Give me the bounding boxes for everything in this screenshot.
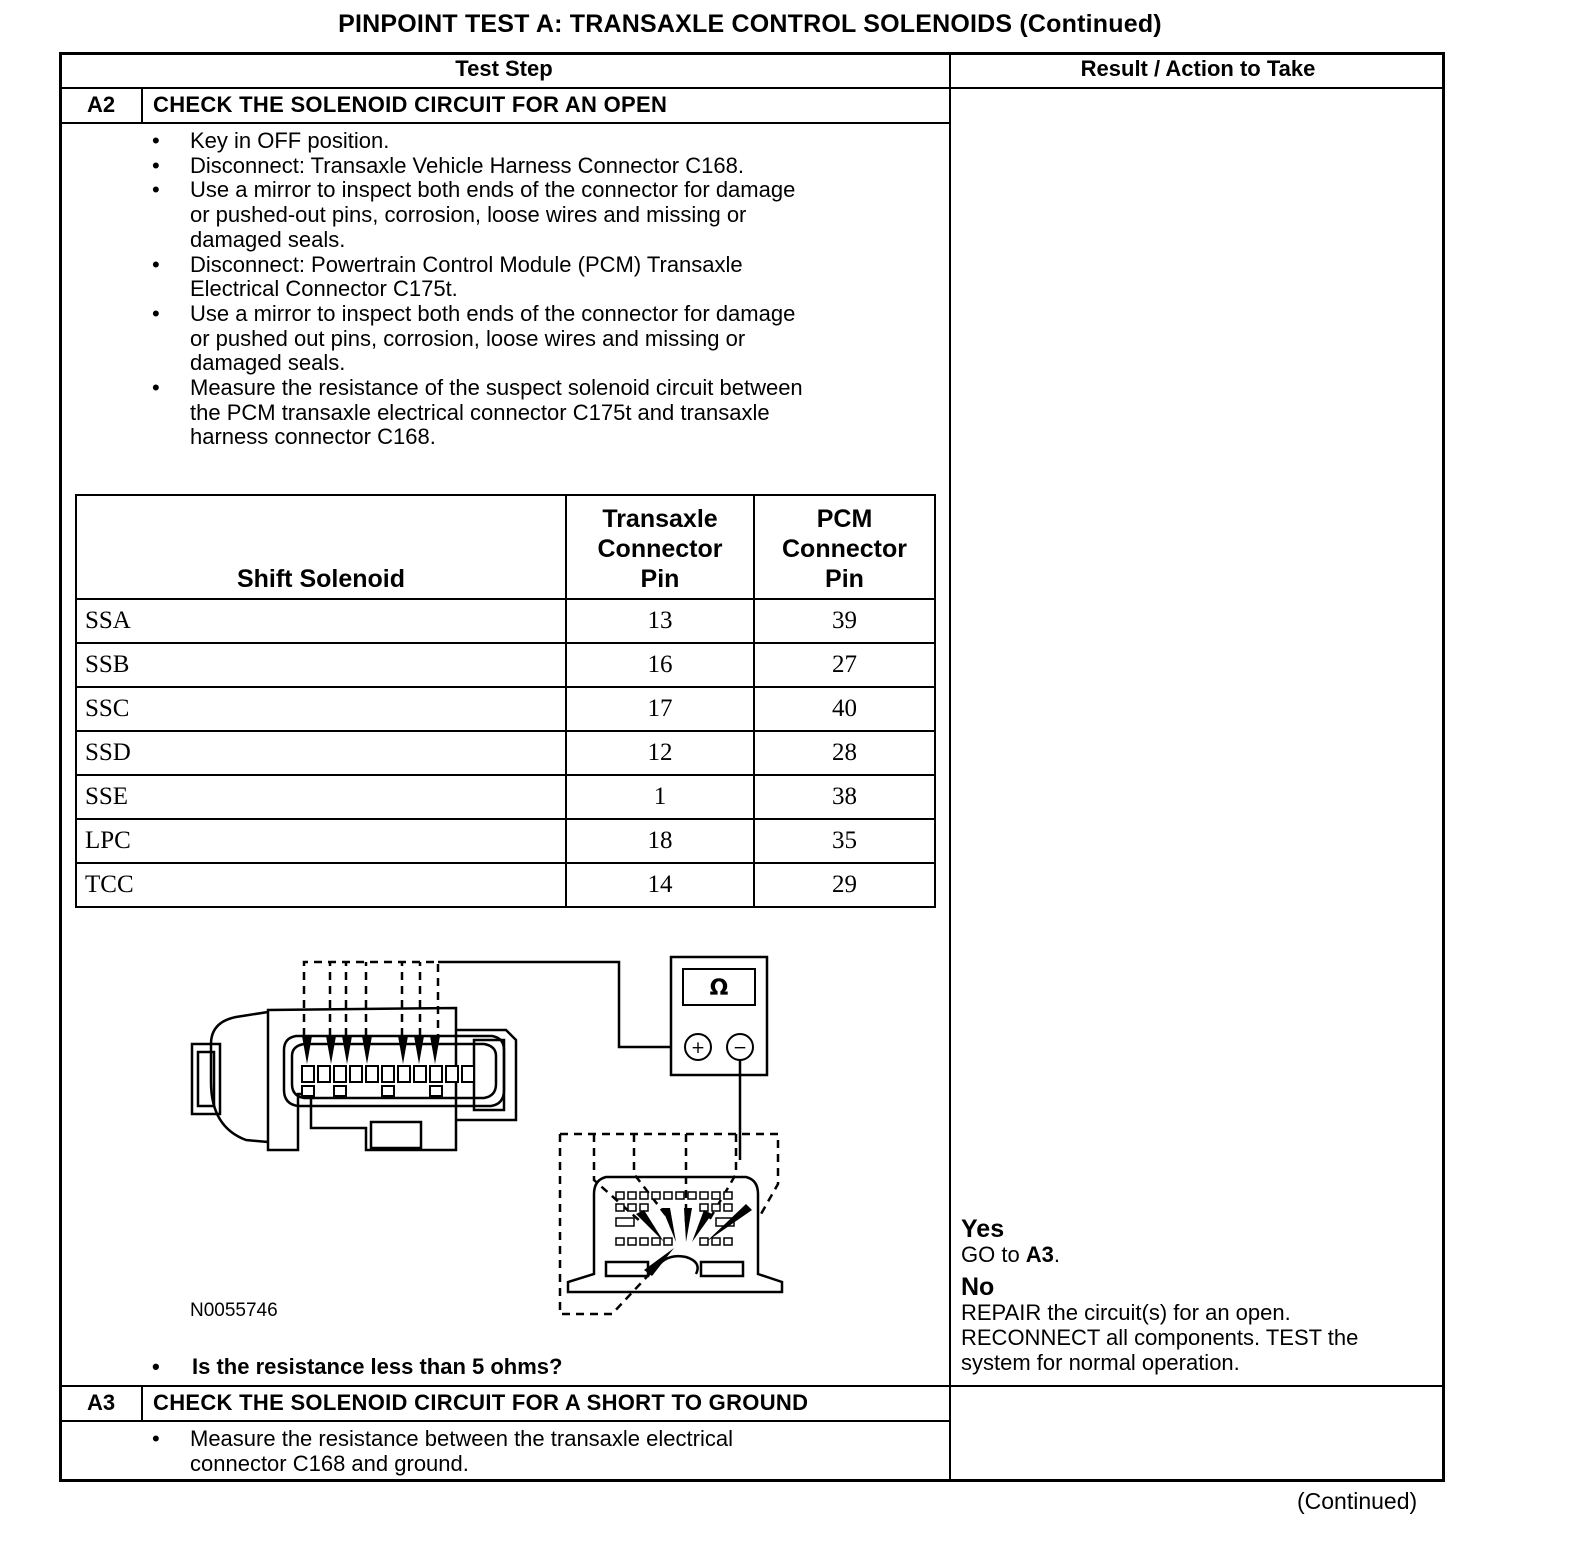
step-title-a3: CHECK THE SOLENOID CIRCUIT FOR A SHORT TO GROUND bbox=[153, 1390, 809, 1415]
probe-tips bbox=[302, 1036, 440, 1064]
table-row: TCC 14 29 bbox=[76, 863, 935, 907]
table-row: LPC 18 35 bbox=[76, 819, 935, 863]
a2-question: • Is the resistance less than 5 ohms? bbox=[152, 1354, 563, 1379]
step-id-divider bbox=[141, 1386, 143, 1421]
page-title: PINPOINT TEST A: TRANSAXLE CONTROL SOLENOIDS (Continued) bbox=[338, 10, 1162, 38]
table-row: SSB 16 27 bbox=[76, 643, 935, 687]
test-step-header: Test Step bbox=[455, 56, 553, 81]
transaxle-leads bbox=[304, 962, 438, 1036]
yes-action: GO to A3. bbox=[961, 1242, 1061, 1267]
pcm-connector-body bbox=[568, 1177, 782, 1292]
a2-end-rule bbox=[59, 1385, 1445, 1387]
connector-diagram bbox=[186, 952, 786, 1322]
list-item: • Use a mirror to inspect both ends of the connector for damage or pushed out pins, corrosion, loose wires and missing or damaged seals. bbox=[150, 302, 910, 376]
list-item: • Measure the resistance between the transaxle electrical connector C168 and ground. bbox=[150, 1427, 910, 1476]
header-rule bbox=[59, 87, 1445, 89]
minus-symbol: − bbox=[732, 1038, 748, 1058]
step-id-a3: A3 bbox=[86, 1390, 116, 1415]
plus-symbol: + bbox=[690, 1038, 706, 1058]
transaxle-pins bbox=[302, 1066, 474, 1096]
pin-table bbox=[75, 494, 936, 908]
a2-title-rule bbox=[59, 122, 950, 124]
col-pcm-pin: PCM Connector Pin bbox=[754, 495, 935, 599]
list-item: • Measure the resistance of the suspect solenoid circuit between the PCM transaxle electrical connector C175t and transaxle harness connector C168. bbox=[150, 376, 910, 450]
ohm-symbol: Ω bbox=[709, 976, 729, 1001]
list-item: • Disconnect: Powertrain Control Module (PCM) Transaxle Electrical Connector C175t. bbox=[150, 253, 910, 302]
table-row: SSD 12 28 bbox=[76, 731, 935, 775]
table-row: SSE 1 38 bbox=[76, 775, 935, 819]
list-item: • Disconnect: Transaxle Vehicle Harness Connector C168. bbox=[150, 154, 910, 179]
step-id-a2: A2 bbox=[86, 92, 116, 117]
list-item: • Key in OFF position. bbox=[150, 129, 910, 154]
step-id-divider bbox=[141, 88, 143, 123]
figure-id: N0055746 bbox=[190, 1300, 278, 1321]
col-transaxle-pin: Transaxle Connector Pin bbox=[566, 495, 754, 599]
no-label: No bbox=[961, 1273, 995, 1301]
a3-title-rule bbox=[59, 1420, 950, 1422]
result-action-header: Result / Action to Take bbox=[1080, 56, 1316, 81]
meter-lead-positive bbox=[438, 962, 686, 1047]
a2-instructions bbox=[150, 129, 910, 450]
step-title-a2: CHECK THE SOLENOID CIRCUIT FOR AN OPEN bbox=[153, 92, 668, 117]
table-row: SSC 17 40 bbox=[76, 687, 935, 731]
no-action: REPAIR the circuit(s) for an open. RECONNECT all components. TEST the system for normal operation. bbox=[961, 1300, 1359, 1375]
yes-label: Yes bbox=[961, 1215, 1005, 1243]
col-shift-solenoid: Shift Solenoid bbox=[76, 495, 566, 599]
column-divider bbox=[949, 52, 951, 1482]
list-item: • Use a mirror to inspect both ends of the connector for damage or pushed-out pins, corrosion, loose wires and missing or damaged seals. bbox=[150, 178, 910, 252]
a2-result bbox=[961, 1217, 1358, 1375]
continued-note: (Continued) bbox=[1297, 1488, 1418, 1514]
a3-instructions bbox=[150, 1427, 910, 1476]
table-row: SSA 13 39 bbox=[76, 599, 935, 643]
